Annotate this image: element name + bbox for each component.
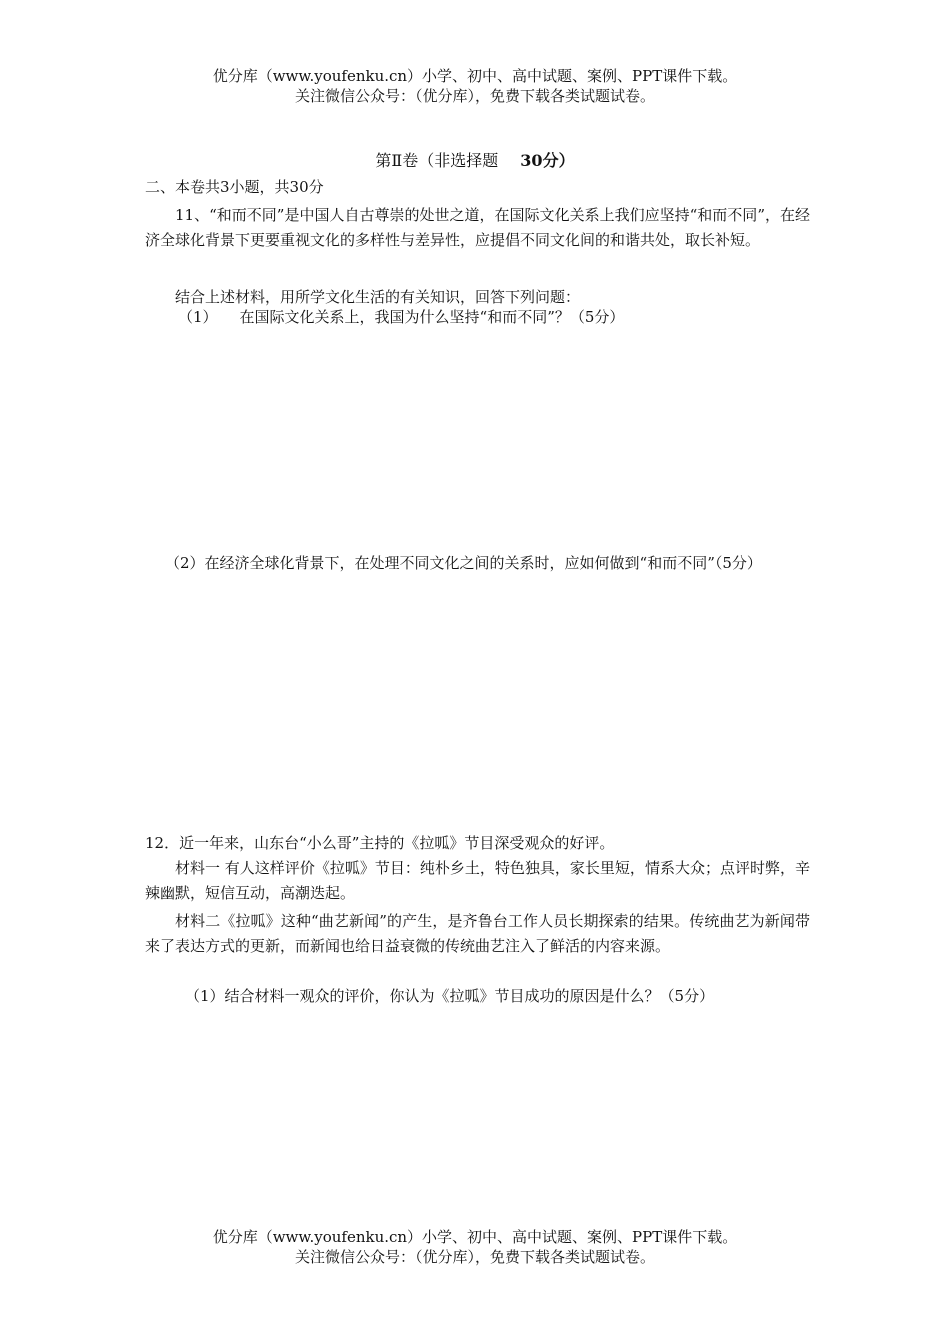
footer-line-2: 关注微信公众号：（优分库），免费下载各类试题试卷。 xyxy=(294,1248,655,1266)
section-title xyxy=(0,150,950,172)
q12-material-2: 材料二《拉呱》这种“曲艺新闻”的产生，是齐鲁台工作人员长期探索的结果。传统曲艺为新闻带来了表达方式的更新，而新闻也给日益衰微的传统曲艺注入了鲜活的内容来源。 xyxy=(145,912,810,955)
q12-material-1: 材料一 有人这样评价《拉呱》节目：纯朴乡土，特色独具，家长里短，情系大众；点评时弊，辛辣幽默，短信互动，高潮迭起。 xyxy=(145,859,810,902)
q11-sub1 xyxy=(178,306,624,328)
q11-sub1-text: 在国际文化关系上，我国为什么坚持“和而不同”？（5分） xyxy=(239,308,625,326)
q12-sub1: （1）结合材料一观众的评价，你认为《拉呱》节目成功的原因是什么？（5分） xyxy=(185,987,715,1005)
section-title-prefix: 第Ⅱ卷（非选择题 xyxy=(375,151,499,170)
q11-material: 11、“和而不同”是中国人自古尊崇的处世之道，在国际文化关系上我们应坚持“和而不同”，在经济全球化背景下更要重视文化的多样性与差异性，应提倡不同文化间的和谐共处，取长补短。 xyxy=(145,206,810,249)
q11-sub1-number: （1） xyxy=(178,308,218,326)
header-line-1: 优分库（www.youfenku.cn）小学、初中、高中试题、案例、PPT课件下载。 xyxy=(212,67,738,85)
q11-prompt: 结合上述材料，用所学文化生活的有关知识，回答下列问题： xyxy=(175,288,581,306)
footer-line-1: 优分库（www.youfenku.cn）小学、初中、高中试题、案例、PPT课件下载。 xyxy=(212,1228,738,1246)
section-instructions: 二、本卷共3小题，共30分 xyxy=(145,178,324,196)
header-line-2: 关注微信公众号：（优分库），免费下载各类试题试卷。 xyxy=(294,87,655,105)
section-title-score: 30分） xyxy=(520,151,575,170)
q11-sub2: （2）在经济全球化背景下，在处理不同文化之间的关系时，应如何做到“和而不同”（5分） xyxy=(165,554,762,572)
q12-stem: 12．近一年来，山东台“小么哥”主持的《拉呱》节目深受观众的好评。 xyxy=(145,834,615,852)
